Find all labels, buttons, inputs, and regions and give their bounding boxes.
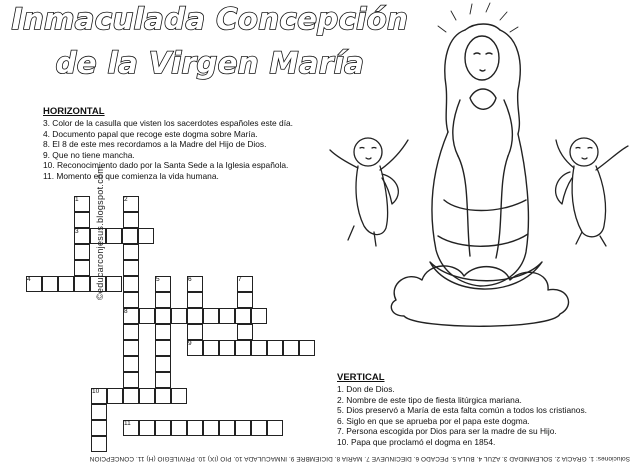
crossword-cell[interactable] <box>187 324 203 340</box>
crossword-cell[interactable] <box>267 340 283 356</box>
robe <box>432 132 528 286</box>
crossword-cell[interactable] <box>187 308 203 324</box>
crossword-cell[interactable] <box>171 420 187 436</box>
horizontal-clue: 4. Documento papal que recoge este dogma sobre María. <box>43 128 258 139</box>
vertical-heading: VERTICAL <box>337 372 385 383</box>
crossword-cell[interactable] <box>237 324 253 340</box>
clue-number: 5 <box>156 276 160 283</box>
crossword-cell[interactable] <box>74 276 90 292</box>
clue-number: 8 <box>124 308 128 315</box>
horizontal-heading: HORIZONTAL <box>43 106 105 117</box>
crossword-cell[interactable] <box>219 308 235 324</box>
clue-number: 1 <box>75 196 79 203</box>
crossword-cell[interactable] <box>123 340 139 356</box>
vertical-clue: 7. Persona escogida por Dios para ser la madre de su Hijo. <box>337 426 557 437</box>
crossword-cell[interactable] <box>235 420 251 436</box>
crossword-cell[interactable] <box>123 276 139 292</box>
crossword-cell[interactable] <box>74 244 90 260</box>
crossword-cell[interactable] <box>203 420 219 436</box>
crossword-cell[interactable] <box>106 228 122 244</box>
crossword-cell[interactable] <box>203 340 219 356</box>
angel-right <box>556 138 628 246</box>
crossword-cell[interactable] <box>123 388 139 404</box>
horizontal-clue: 10. Reconocimiento dado por la Santa Sede a la Iglesia española. <box>43 160 289 171</box>
crossword-cell[interactable] <box>91 436 107 452</box>
crossword-cell[interactable] <box>155 292 171 308</box>
crossword-cell[interactable] <box>123 260 139 276</box>
crossword-cell[interactable] <box>235 340 251 356</box>
page-title-line-1: Inmaculada Concepción <box>11 2 409 36</box>
crossword-cell[interactable] <box>123 372 139 388</box>
crossword-cell[interactable] <box>283 340 299 356</box>
crossword-cell[interactable] <box>123 244 139 260</box>
crossword-cell[interactable] <box>42 276 58 292</box>
clue-number: 9 <box>188 340 192 347</box>
crossword-cell[interactable] <box>122 228 138 244</box>
crossword-cell[interactable] <box>58 276 74 292</box>
clue-number: 3 <box>75 228 79 235</box>
crossword-cell[interactable] <box>123 212 139 228</box>
hands <box>470 89 496 109</box>
clue-number: 10 <box>92 388 100 395</box>
crossword-cell[interactable] <box>171 308 187 324</box>
crossword-cell[interactable] <box>155 308 171 324</box>
crossword-cell[interactable] <box>251 308 267 324</box>
clue-number: 6 <box>188 276 192 283</box>
angel-left <box>330 138 408 246</box>
crossword-cell[interactable] <box>237 292 253 308</box>
crossword-cell[interactable] <box>106 276 122 292</box>
crossword-cell[interactable] <box>187 292 203 308</box>
crossword-cell[interactable] <box>139 308 155 324</box>
crossword-cell[interactable] <box>155 356 171 372</box>
clouds <box>391 266 568 326</box>
crossword-cell[interactable] <box>91 404 107 420</box>
crossword-cell[interactable] <box>123 324 139 340</box>
horizontal-clue: 3. Color de la casulla que visten los sacerdotes españoles este día. <box>43 118 294 128</box>
clue-number: 4 <box>27 276 31 283</box>
clue-number: 2 <box>124 196 128 203</box>
crossword-cell[interactable] <box>139 388 155 404</box>
clue-number: 11 <box>124 420 131 427</box>
crossword-cell[interactable] <box>235 308 251 324</box>
crossword-cell[interactable] <box>123 292 139 308</box>
blog-credit: ©educarconjesus.blogspot.com <box>95 165 105 300</box>
face <box>465 36 499 80</box>
vertical-clue: 1. Don de Dios. <box>337 384 395 394</box>
crossword-cell[interactable] <box>171 388 187 404</box>
solutions-upside-down: Soluciones: 1. GRACIA 2. SOLEMNIDAD 3. AZUL 4. BULA 5. PECADO 6. DIECINUEVE 7. MARIA 8. DICIEMBRE 9. INMACULADA 10. PIO (IX) 10. PRIVILEGIO (H) 11. CONCEPCION <box>89 455 630 462</box>
crossword-cell[interactable] <box>155 420 171 436</box>
crossword-cell[interactable] <box>155 324 171 340</box>
crossword-cell[interactable] <box>107 388 123 404</box>
crossword-cell[interactable] <box>138 228 154 244</box>
page-title-line-2: de la Virgen María <box>55 46 365 80</box>
vertical-clue: 5. Dios preservó a María de esta falta común a todos los cristianos. <box>337 405 587 416</box>
crossword-cell[interactable] <box>155 388 171 404</box>
crossword-cell[interactable] <box>299 340 315 356</box>
crossword-cell[interactable] <box>74 212 90 228</box>
horizontal-clue: 11. Momento en que comienza la vida humana. <box>43 170 219 181</box>
crossword-cell[interactable] <box>203 308 219 324</box>
crossword-cell[interactable] <box>123 356 139 372</box>
vertical-clue: 10. Papa que proclamó el dogma en 1854. <box>337 436 496 447</box>
vertical-clue: 6. Siglo en que se aprueba por el papa este dogma. <box>337 415 530 426</box>
crossword-cell[interactable] <box>74 260 90 276</box>
crossword-cell[interactable] <box>251 420 267 436</box>
vertical-clue: 2. Nombre de este tipo de fiesta litúrgica mariana. <box>337 394 522 405</box>
crossword-cell[interactable] <box>187 420 203 436</box>
crossword-cell[interactable] <box>155 372 171 388</box>
horizontal-clue: 9. Que no tiene mancha. <box>43 149 135 160</box>
crossword-cell[interactable] <box>155 340 171 356</box>
crossword-cell[interactable] <box>91 420 107 436</box>
virgin-mary-illustration <box>320 0 640 330</box>
horizontal-clue: 8. El 8 de este mes recordamos a la Madre del Hijo de Dios. <box>43 139 267 150</box>
crossword-cell[interactable] <box>139 420 155 436</box>
crossword-cell[interactable] <box>219 420 235 436</box>
clue-number: 7 <box>238 276 242 283</box>
crossword-cell[interactable] <box>267 420 283 436</box>
crossword-cell[interactable] <box>219 340 235 356</box>
crossword-cell[interactable] <box>251 340 267 356</box>
halo-rays <box>438 3 518 32</box>
